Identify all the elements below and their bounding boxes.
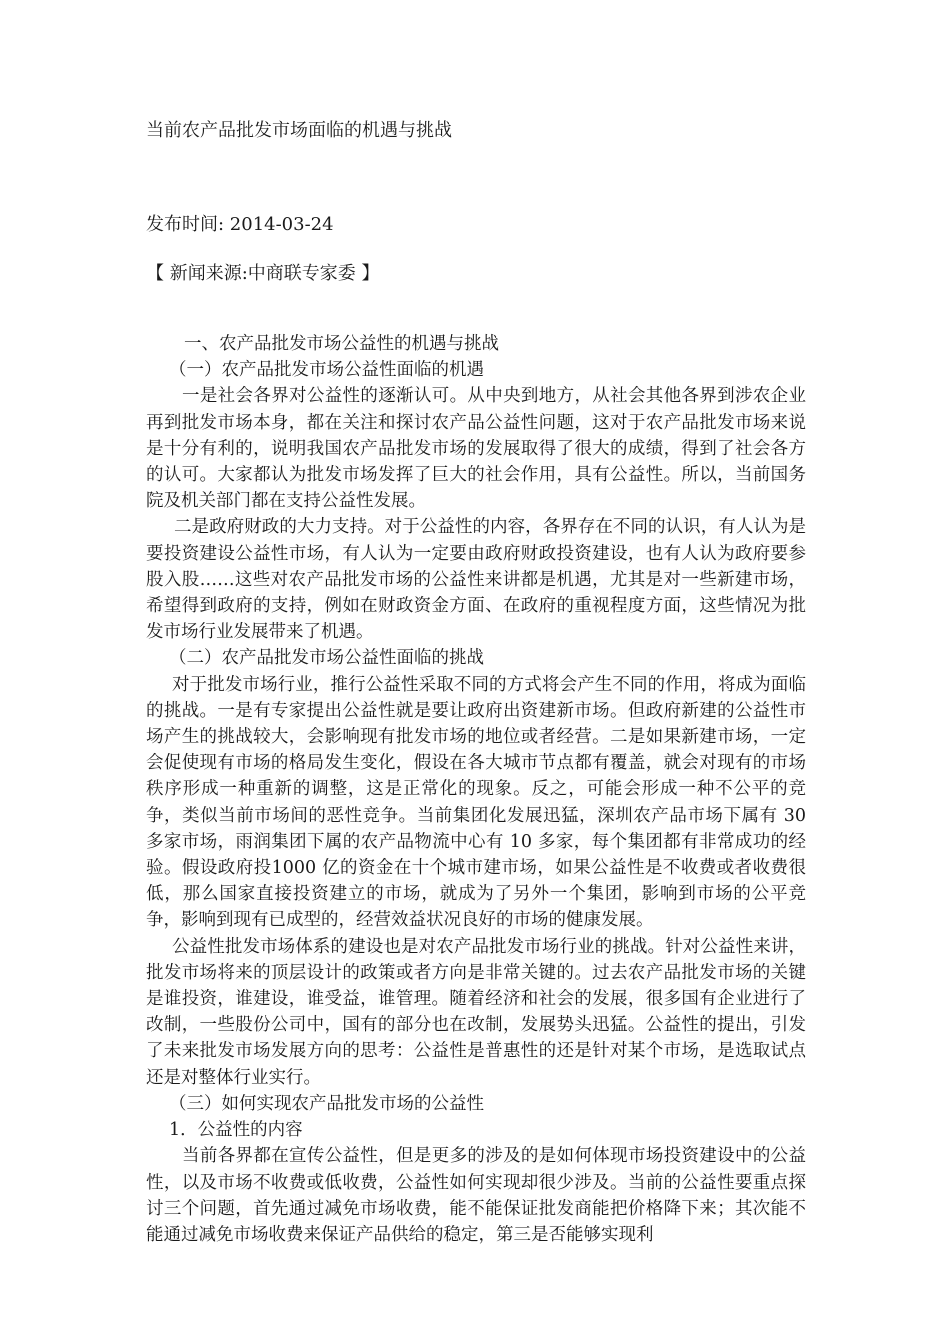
paragraph: 二是政府财政的大力支持。对于公益性的内容，各界存在不同的认识，有人认为是要投资建设公益性市场，有人认为一定要由政府财政投资建设，也有人认为政府要参股入股……这些对农产品批发市场的公益性来讲都是机遇，尤其是对一些新建市场，希望得到政府的支持，例如在财政资金方面、在政府的重视程度方面，这些情况为批发市场行业发展带来了机遇。 [146,517,806,643]
subsection-heading: （三）如何实现农产品批发市场的公益性 [169,1093,484,1114]
section-heading: 一、农产品批发市场公益性的机遇与挑战 [184,334,499,354]
paragraph: 对于批发市场行业，推行公益性采取不同的方式将会产生不同的作用，将成为面临的挑战。一是有专家提出公益性就是要让政府出资建新市场。但政府新建的公益性市场产生的挑战较大，会影响现有批发市场的地位或者经营。二是如果新建市场，一定会促使现有市场的格局发生变化，假设在各大城市节点都有覆盖，就会对现有的市场秩序形成一种重新的调整，这是正常化的现象。反之，可能会形成一种不公平的竞争，类似当前市场间的恶性竞争。当前集团化发展迅猛，深圳农产品市场下属有 30 多家市场，雨润集团下属的农产品物流中心有 10 多家，每个集团都有非常成功的经验。假设政府投1000 亿的资金在十个城市建市场，如果公益性是不收费或者收费很低，那么国家直接投资建立的市场，就成为了另外一个集团，影响到市场的公平竞争，影响到现有已成型的，经营效益状况良好的市场的健康发展。 [146,674,806,931]
publish-date: 发布时间: 2014-03-24 [146,214,334,235]
paragraph: 一是社会各界对公益性的逐渐认可。从中央到地方，从社会其他各界到涉农企业再到批发市场本身，都在关注和探讨农产品公益性问题，这对于农产品批发市场来说是十分有利的，说明我国农产品批发市场的发展取得了很大的成绩，得到了社会各方的认可。大家都认为批发市场发挥了巨大的社会作用，具有公益性。所以，当前国务院及机关部门都在支持公益性发展。 [146,386,806,512]
paragraph: 公益性批发市场体系的建设也是对农产品批发市场行业的挑战。针对公益性来讲，批发市场将来的顶层设计的政策或者方向是非常关键的。过去农产品批发市场的关键是谁投资，谁建设，谁受益，谁管理。随着经济和社会的发展，很多国有企业进行了改制，一些股份公司中，国有的部分也在改制，发展势头迅猛。公益性的提出，引发了未来批发市场发展方向的思考：公益性是普惠性的还是针对某个市场，是选取试点还是对整体行业实行。 [146,936,806,1088]
news-source: 【 新闻来源:中商联专家委 】 [146,263,380,284]
article-body [146,331,806,1248]
item-heading: 1．公益性的内容 [169,1120,303,1141]
article-title: 当前农产品批发市场面临的机遇与挑战 [146,120,452,141]
subsection-heading: （二）农产品批发市场公益性面临的挑战 [169,648,484,669]
subsection-heading: （一）农产品批发市场公益性面临的机遇 [169,360,484,381]
paragraph: 当前各界都在宣传公益性，但是更多的涉及的是如何体现市场投资建设中的公益性，以及市场不收费或低收费，公益性如何实现却很少涉及。当前的公益性要重点探讨三个问题，首先通过减免市场收费，能不能保证批发商能把价格降下来；其次能不能通过减免市场收费来保证产品供给的稳定，第三是否能够实现利 [146,1146,806,1245]
